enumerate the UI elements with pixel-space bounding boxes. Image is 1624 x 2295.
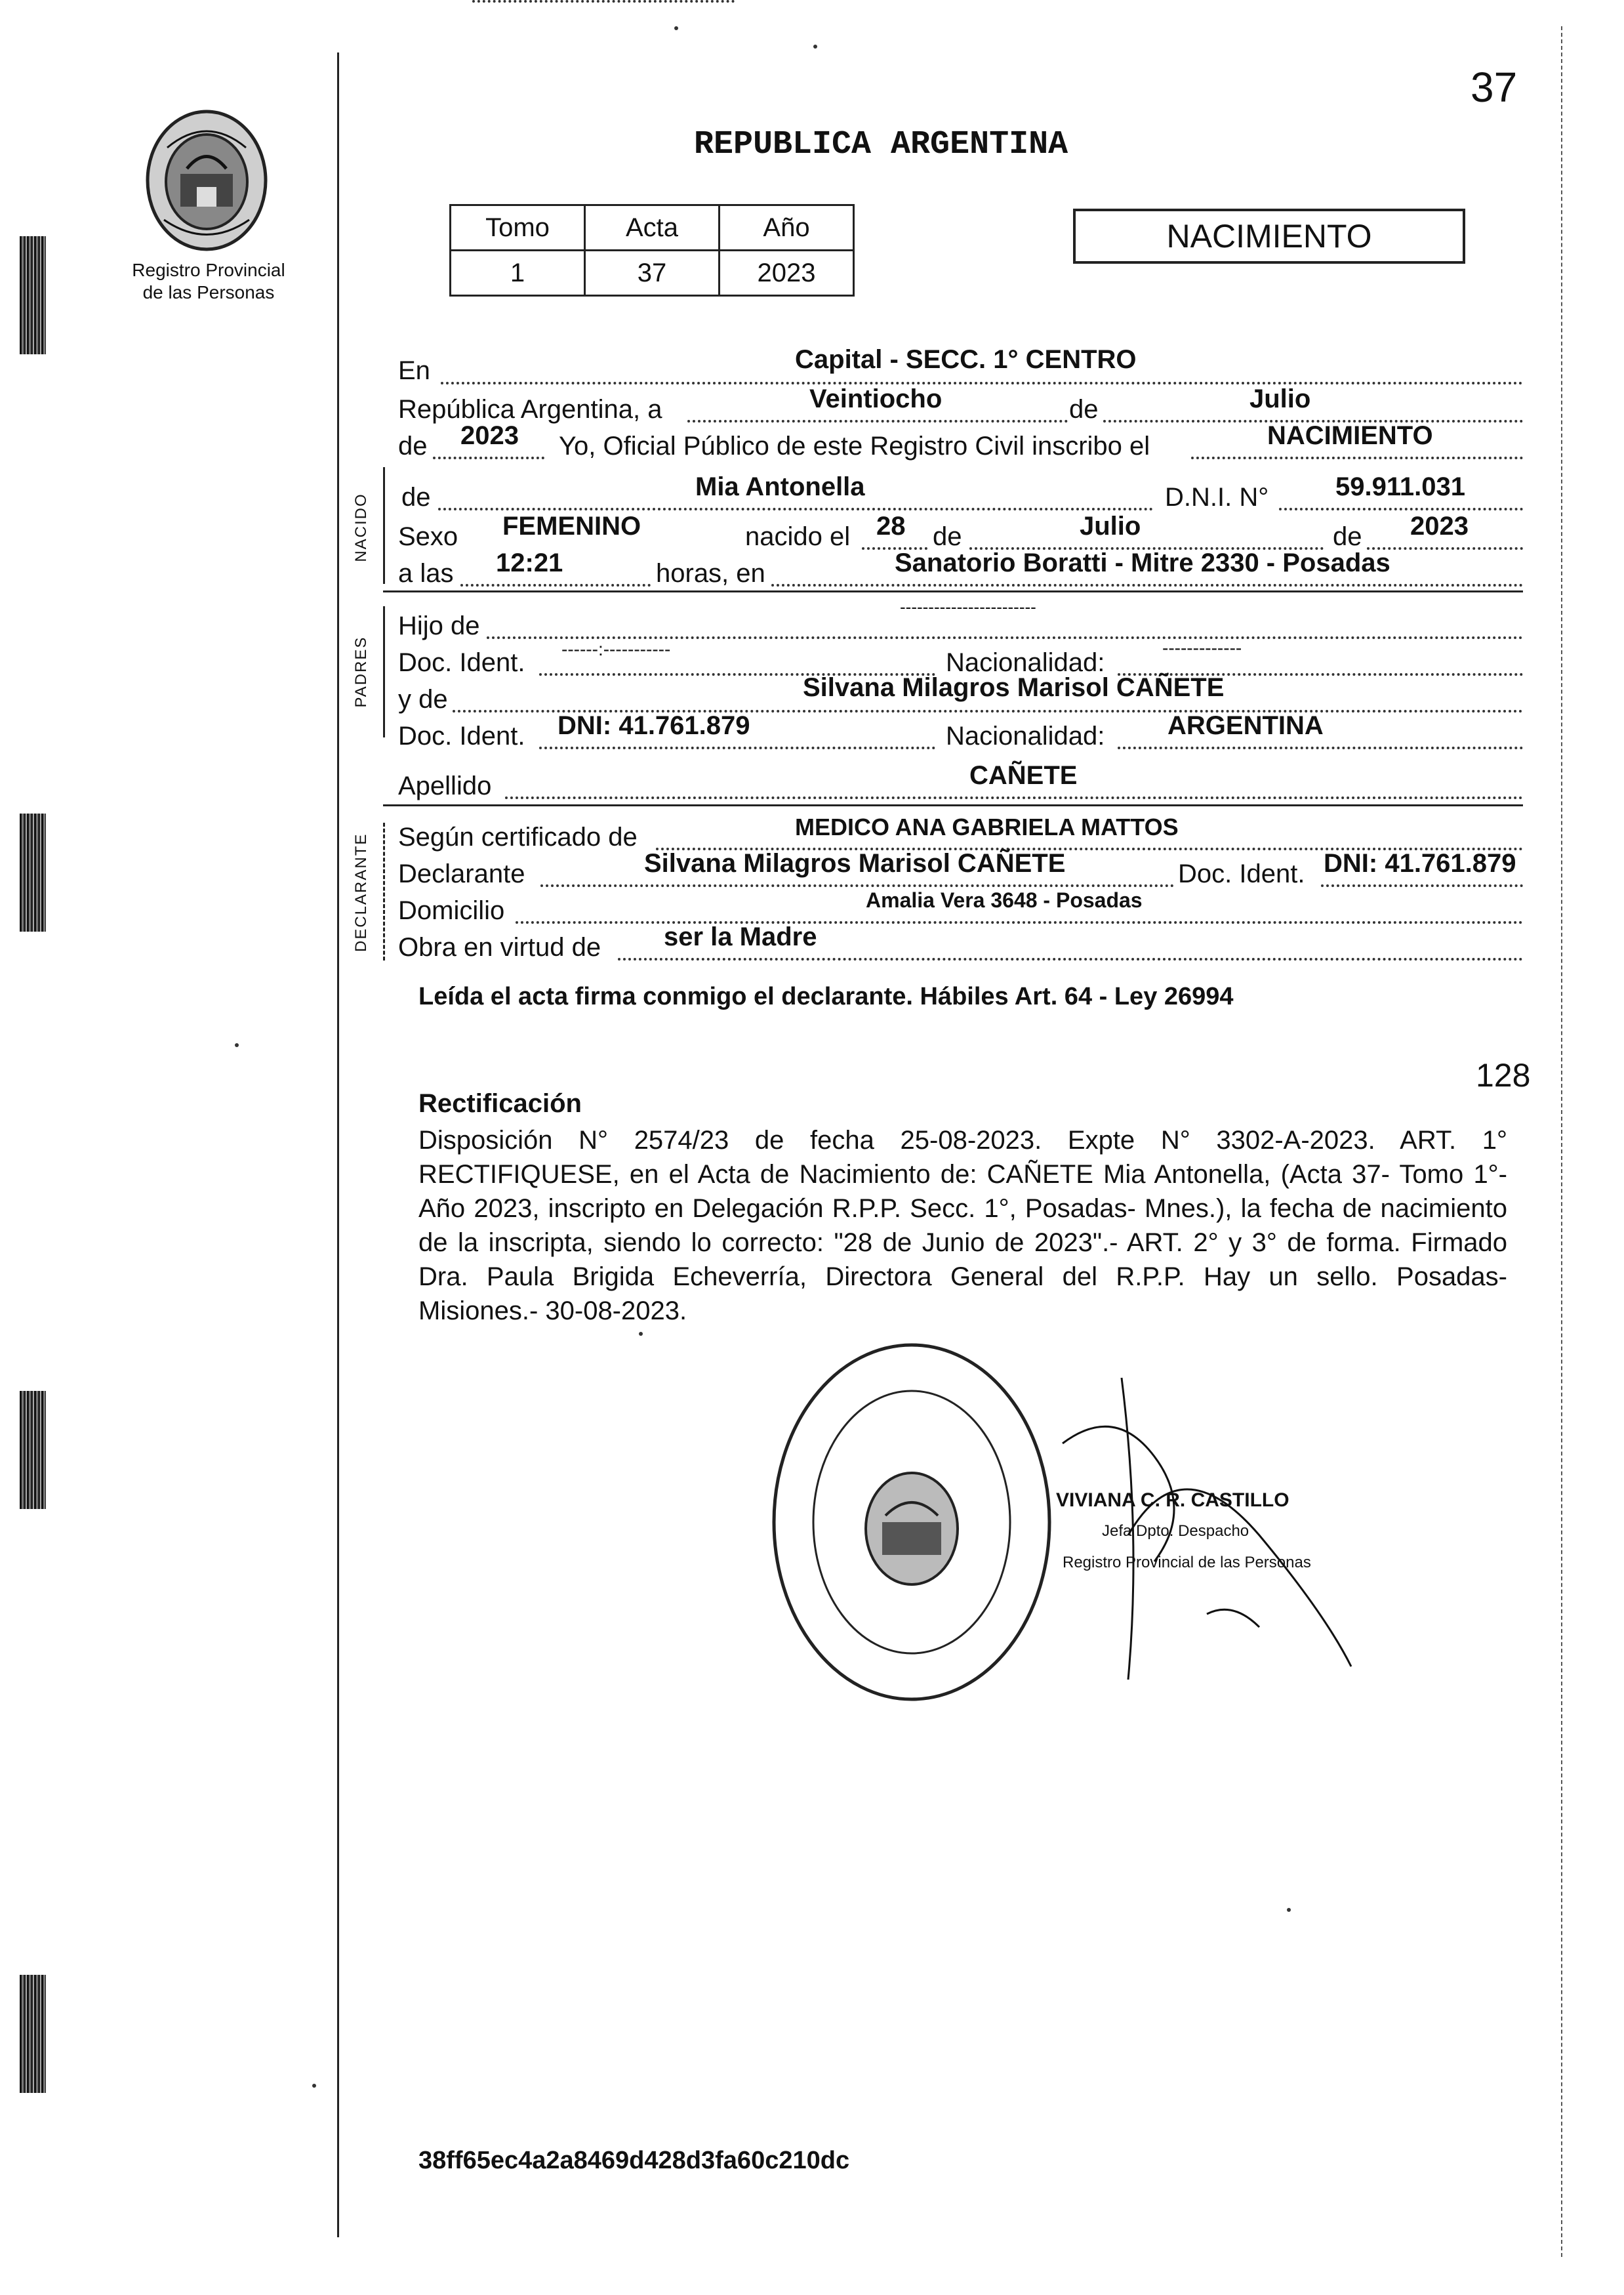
doc1-value: ------:-----------: [561, 639, 671, 659]
en-label: En: [398, 356, 430, 385]
scan-speck: [674, 26, 678, 30]
section-divider: [383, 590, 1523, 592]
scan-speck: [639, 1332, 643, 1336]
right-margin-line: [1561, 26, 1562, 2257]
page-title: REPUBLICA ARGENTINA: [694, 126, 1068, 163]
place-dots: [771, 584, 1523, 587]
de2-label: de: [398, 432, 428, 461]
table-header-acta: Acta: [585, 205, 720, 251]
inscribo-label: Yo, Oficial Público de este Registro Civil inscribo el: [559, 432, 1150, 461]
doc2-value: DNI: 41.761.879: [558, 711, 750, 740]
yde-label: y de: [398, 685, 448, 714]
year-value: 2023: [460, 421, 519, 450]
registry-name-line1: Registro Provincial: [132, 260, 285, 280]
de-label: de: [1069, 395, 1099, 424]
nac1-label: Nacionalidad:: [946, 648, 1105, 677]
alas-label: a las: [398, 559, 454, 588]
domicilio-label: Domicilio: [398, 896, 505, 925]
apellido-label: Apellido: [398, 772, 492, 800]
handwritten-signature: [984, 1365, 1391, 1719]
segun-label: Según certificado de: [398, 823, 638, 852]
apellido-value: CAÑETE: [969, 761, 1078, 790]
obra-value: ser la Madre: [664, 922, 817, 951]
signature-stamp-line1: VIVIANA C. R. CASTILLO: [1056, 1489, 1289, 1511]
page-number: 37: [1471, 64, 1518, 111]
obra-label: Obra en virtud de: [398, 933, 601, 962]
de3-label: de: [401, 483, 431, 512]
doc1-label: Doc. Ident.: [398, 648, 525, 677]
left-margin-line: [337, 52, 339, 2237]
table-value-anio: 2023: [720, 251, 854, 296]
scan-artifact: [20, 1391, 46, 1509]
scan-speck: [1287, 1908, 1291, 1912]
birth-year-value: 2023: [1410, 512, 1469, 541]
scan-speck: [813, 45, 817, 49]
coat-of-arms-icon: [141, 108, 272, 253]
scan-artifact: [20, 814, 46, 932]
time-dots: [460, 584, 651, 587]
sexo-dots: [472, 0, 735, 3]
document-hash: 38ff65ec4a2a8469d428d3fa60c210dc: [418, 2147, 850, 2174]
de5-label: de: [1333, 522, 1362, 551]
day-value: Veintiocho: [809, 384, 943, 413]
doc3-value: DNI: 41.761.879: [1324, 849, 1516, 878]
inscribo-value: NACIMIENTO: [1267, 421, 1433, 450]
obra-dots: [618, 958, 1523, 961]
padres-bracket: [383, 606, 385, 737]
nac2-dots: [1118, 747, 1523, 749]
year-dots: [433, 457, 544, 459]
de4-label: de: [933, 522, 962, 551]
doc3-dots: [1321, 884, 1523, 887]
time-value: 12:21: [496, 548, 563, 577]
domicilio-value: Amalia Vera 3648 - Posadas: [866, 888, 1143, 912]
birth-day-value: 28: [876, 512, 906, 541]
section-divider: [383, 804, 1523, 806]
table-header-tomo: Tomo: [451, 205, 585, 251]
scan-speck: [235, 1043, 239, 1047]
declarante-bracket: [383, 823, 385, 961]
rectificacion-title: Rectificación: [418, 1089, 582, 1118]
dni-value: 59.911.031: [1335, 472, 1465, 501]
apellido-dots: [505, 796, 1523, 799]
nac2-label: Nacionalidad:: [946, 722, 1105, 751]
signature-stamp-line2: Jefa Dpto. Despacho: [1102, 1522, 1249, 1540]
registry-name-line2: de las Personas: [142, 282, 275, 302]
name-dots: [438, 508, 1153, 510]
declarante-label: Declarante: [398, 859, 525, 888]
signature-icon: [984, 1365, 1391, 1719]
sexo-value: FEMENINO: [502, 512, 641, 541]
table-header-anio: Año: [720, 205, 854, 251]
signature-stamp-line3: Registro Provincial de las Personas: [1063, 1554, 1311, 1571]
margin-number: 128: [1476, 1057, 1531, 1094]
en-dots: [441, 382, 1523, 384]
segun-value: MEDICO ANA GABRIELA MATTOS: [795, 814, 1179, 840]
inscribo-dots: [1191, 457, 1523, 459]
doc2-dots: [539, 747, 935, 749]
birth-month-value: Julio: [1080, 512, 1141, 541]
closing-line: Leída el acta firma conmigo el declarante. Hábiles Art. 64 - Ley 26994: [418, 983, 1234, 1010]
section-label-declarante: DECLARANTE: [352, 833, 370, 952]
day-dots: [687, 420, 1068, 423]
place-value: Sanatorio Boratti - Mitre 2330 - Posadas: [895, 548, 1391, 577]
record-table: [449, 204, 855, 297]
mother-value: Silvana Milagros Marisol CAÑETE: [803, 673, 1225, 702]
province-logo: [141, 108, 272, 253]
father-value: ------------------------: [900, 597, 1036, 617]
declarante-dots: [540, 884, 1174, 887]
doc3-label: Doc. Ident.: [1178, 859, 1305, 888]
section-label-nacido: NACIDO: [352, 493, 370, 562]
dni-dots: [1279, 508, 1523, 510]
nac2-value: ARGENTINA: [1167, 711, 1324, 740]
doc2-label: Doc. Ident.: [398, 722, 525, 751]
sexo-label: Sexo: [398, 522, 458, 551]
section-label-padres: PADRES: [352, 636, 370, 708]
nac1-value: -------------: [1162, 638, 1242, 658]
rectificacion-text: Disposición N° 2574/23 de fecha 25-08-2023. Expte N° 3302-A-2023. ART. 1° RECTIFIQUESE, en el Acta de Nacimiento de: CAÑETE Mia Antonella, (Acta 37- Tomo 1°- Año 2023, inscripto en Delegación R.P.P. Secc. 1°, Posadas- Mnes.), la fecha de nacimiento de la inscripta, siendo lo correcto: "28 de Junio de 2023".- ART. 2° y 3° de forma. Firmado Dra. Paula Brigida Echeverría, Directora General del R.P.P. Hay un sello. Posadas- Misiones.- 30-08-2023.: [418, 1126, 1507, 1325]
record-type-box: NACIMIENTO: [1073, 209, 1465, 264]
declarante-value: Silvana Milagros Marisol CAÑETE: [644, 849, 1066, 878]
republica-label: República Argentina, a: [398, 395, 662, 424]
dni-label: D.N.I. N°: [1165, 483, 1269, 512]
en-value: Capital - SECC. 1° CENTRO: [795, 345, 1137, 374]
nacido-bracket: [383, 467, 385, 584]
child-name-value: Mia Antonella: [695, 472, 865, 501]
month-value: Julio: [1249, 384, 1311, 413]
nacido-label: nacido el: [745, 522, 851, 551]
scan-speck: [312, 2084, 316, 2088]
scan-artifact: [20, 1975, 46, 2093]
hijo-label: Hijo de: [398, 611, 480, 640]
horas-label: horas, en: [656, 559, 765, 588]
table-value-acta: 37: [585, 251, 720, 296]
scan-artifact: [20, 236, 46, 354]
table-value-tomo: 1: [451, 251, 585, 296]
